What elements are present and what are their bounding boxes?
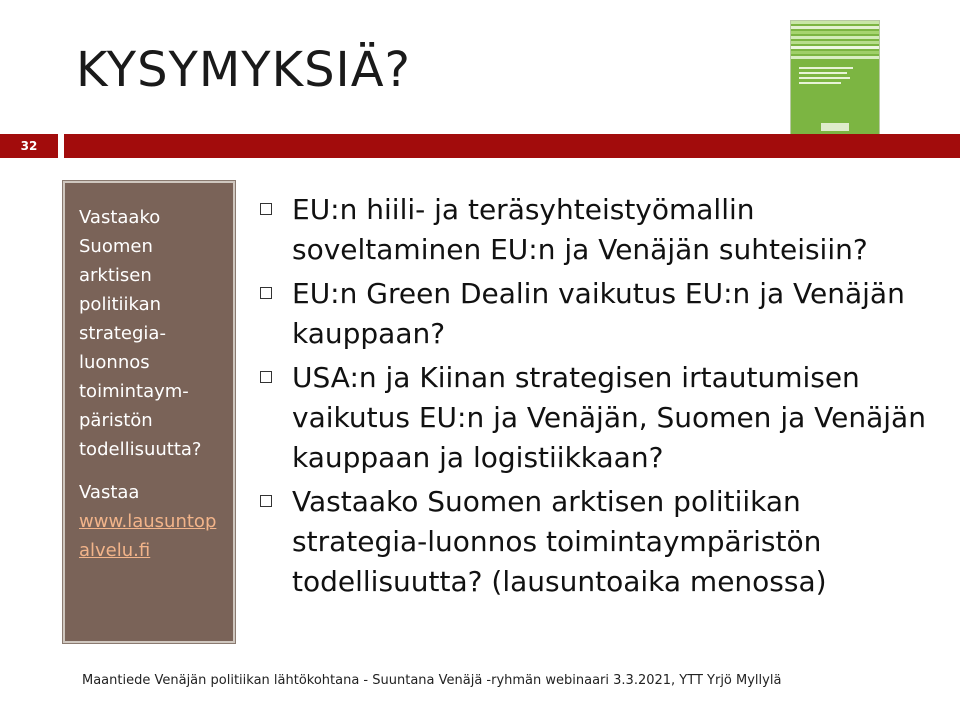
question-list: [260, 190, 940, 606]
list-item-text: EU:n Green Dealin vaikutus EU:n ja Venäjän kauppaan?: [292, 277, 905, 350]
sidebar-panel: [63, 181, 235, 643]
square-bullet-icon: [260, 371, 272, 383]
list-item-text: USA:n ja Kiinan strategisen irtautumisen vaikutus EU:n ja Venäjän, Suomen ja Venäjän kauppaan ja logistiikkaan?: [292, 361, 926, 474]
cover-stripes: [791, 21, 879, 59]
cover-text-lines: [799, 67, 859, 87]
cover-emblem: [821, 123, 849, 131]
list-item: [260, 190, 940, 270]
sidebar-answer-label: Vastaa: [79, 482, 140, 503]
square-bullet-icon: [260, 203, 272, 215]
list-item: [260, 358, 940, 478]
slide-footer: Maantiede Venäjän politiikan lähtökohtana - Suuntana Venäjä -ryhmän webinaari 3.3.2021, YTT Yrjö Myllylä: [82, 673, 782, 688]
slide-title: KYSYMYKSIÄ?: [76, 42, 412, 98]
square-bullet-icon: [260, 495, 272, 507]
title-divider-bar: [64, 134, 960, 158]
list-item: [260, 274, 940, 354]
lausuntopalvelu-link[interactable]: www.lausuntopalvelu.fi: [79, 511, 217, 561]
list-item-text: Vastaako Suomen arktisen politiikan strategia-luonnos toimintaympäristön todellisuutta? (lausuntoaika menossa): [292, 485, 827, 598]
sidebar-question: Vastaako Suomen arktisen politiikan strategia-luonnos toimintaym-päristön todellisuutta?: [79, 207, 202, 460]
list-item-text: EU:n hiili- ja teräsyhteistyömallin soveltaminen EU:n ja Venäjän suhteisiin?: [292, 193, 868, 266]
sidebar-answer: [79, 478, 219, 565]
report-cover-image: [790, 20, 880, 138]
list-item: [260, 482, 940, 602]
slide-number: 32: [0, 134, 58, 158]
square-bullet-icon: [260, 287, 272, 299]
